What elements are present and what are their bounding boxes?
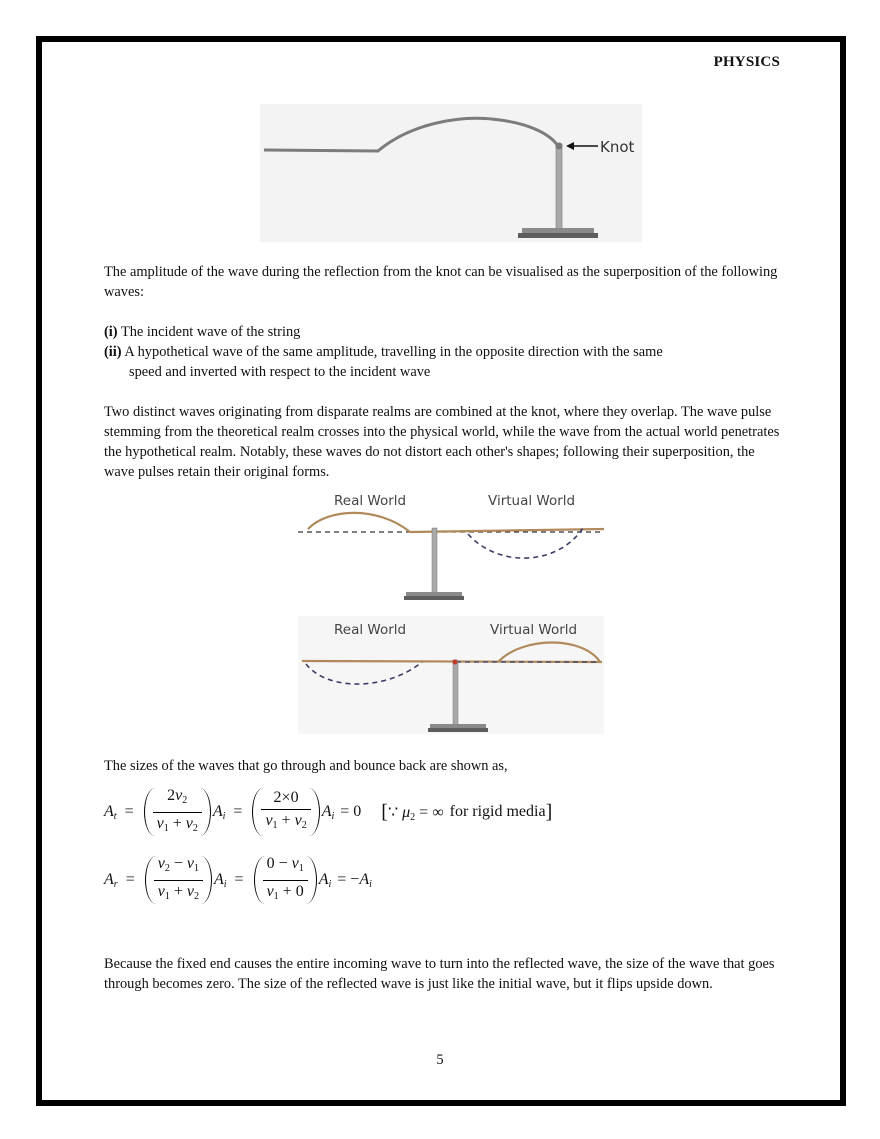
pole [556,144,562,230]
pole-base-shadow [518,233,598,238]
list-text: The incident wave of the string [120,324,301,340]
pole-base [522,228,594,233]
pole-base [406,592,462,596]
pole-base-shadow [404,596,464,600]
virtual-world-label: Virtual World [488,493,576,509]
list-text-continued: speed and inverted with respect to the incident wave [129,364,431,380]
list-number: (i) [104,324,118,340]
knot-dot [453,660,458,665]
list-item-2 [104,342,780,382]
page-number: 5 [436,1052,444,1068]
real-string [410,529,604,532]
figure-background [260,104,642,242]
knot-dot [556,143,563,150]
pole-base-shadow [428,728,488,732]
paragraph-3: The sizes of the waves that go through and bounce back are shown as, [104,758,508,774]
knot-label: Knot [600,138,635,156]
virtual-world-label: Virtual World [490,622,578,638]
paragraph-4: Because the fixed end causes the entire incoming wave to turn into the reflected wave, the size of the wave that goes through becomes zero. The size of the reflected wave is just like the initial wave, but it flips upside down. [104,956,775,992]
equation-reflected: $A_r$ = $\frac{v_2 - v_1}{v_1 + v_2}$ $A_i$ = $\frac{0 - v_1}{v_1 + 0}$ $A_i$ = $-A_i$ [104,856,378,904]
equation-note: for rigid media [449,803,546,820]
list-number: (ii) [104,344,122,360]
real-world-label: Real World [334,622,407,638]
real-world-label: Real World [334,493,407,509]
pole [432,528,437,594]
list-item-1 [104,322,780,342]
pole-base [430,724,486,728]
paragraph-1: The amplitude of the wave during the reflection from the knot can be visualised as the superposition of the following waves: [104,264,778,300]
knot-figure [260,104,642,242]
real-virtual-figure-top [298,488,604,602]
real-pulse [308,513,410,532]
real-virtual-figure-bottom [298,616,604,734]
equation-transmitted: $A_t$ = $\frac{2v_2}{v_1 + v_2}$ $A_i$ = $\frac{2\times 0}{v_1 + v_2}$ $A_i$ = 0 [ ∵ $\mu_2$ = ∞ for rigid media ] [104,788,552,836]
list-text: A hypothetical wave of the same amplitude, travelling in the opposite direction with the same [124,344,663,360]
pole [453,660,458,726]
page-header: PHYSICS [713,54,780,70]
paragraph-2: Two distinct waves originating from disparate realms are combined at the knot, where they overlap. The wave pulse stemming from the theoretical realm crosses into the physical world, while the wave from the actual world penetrates the hypothetical realm. Notably, these waves do not distort each other's shapes; following their superposition, the wave pulses retain their original forms. [104,404,780,480]
